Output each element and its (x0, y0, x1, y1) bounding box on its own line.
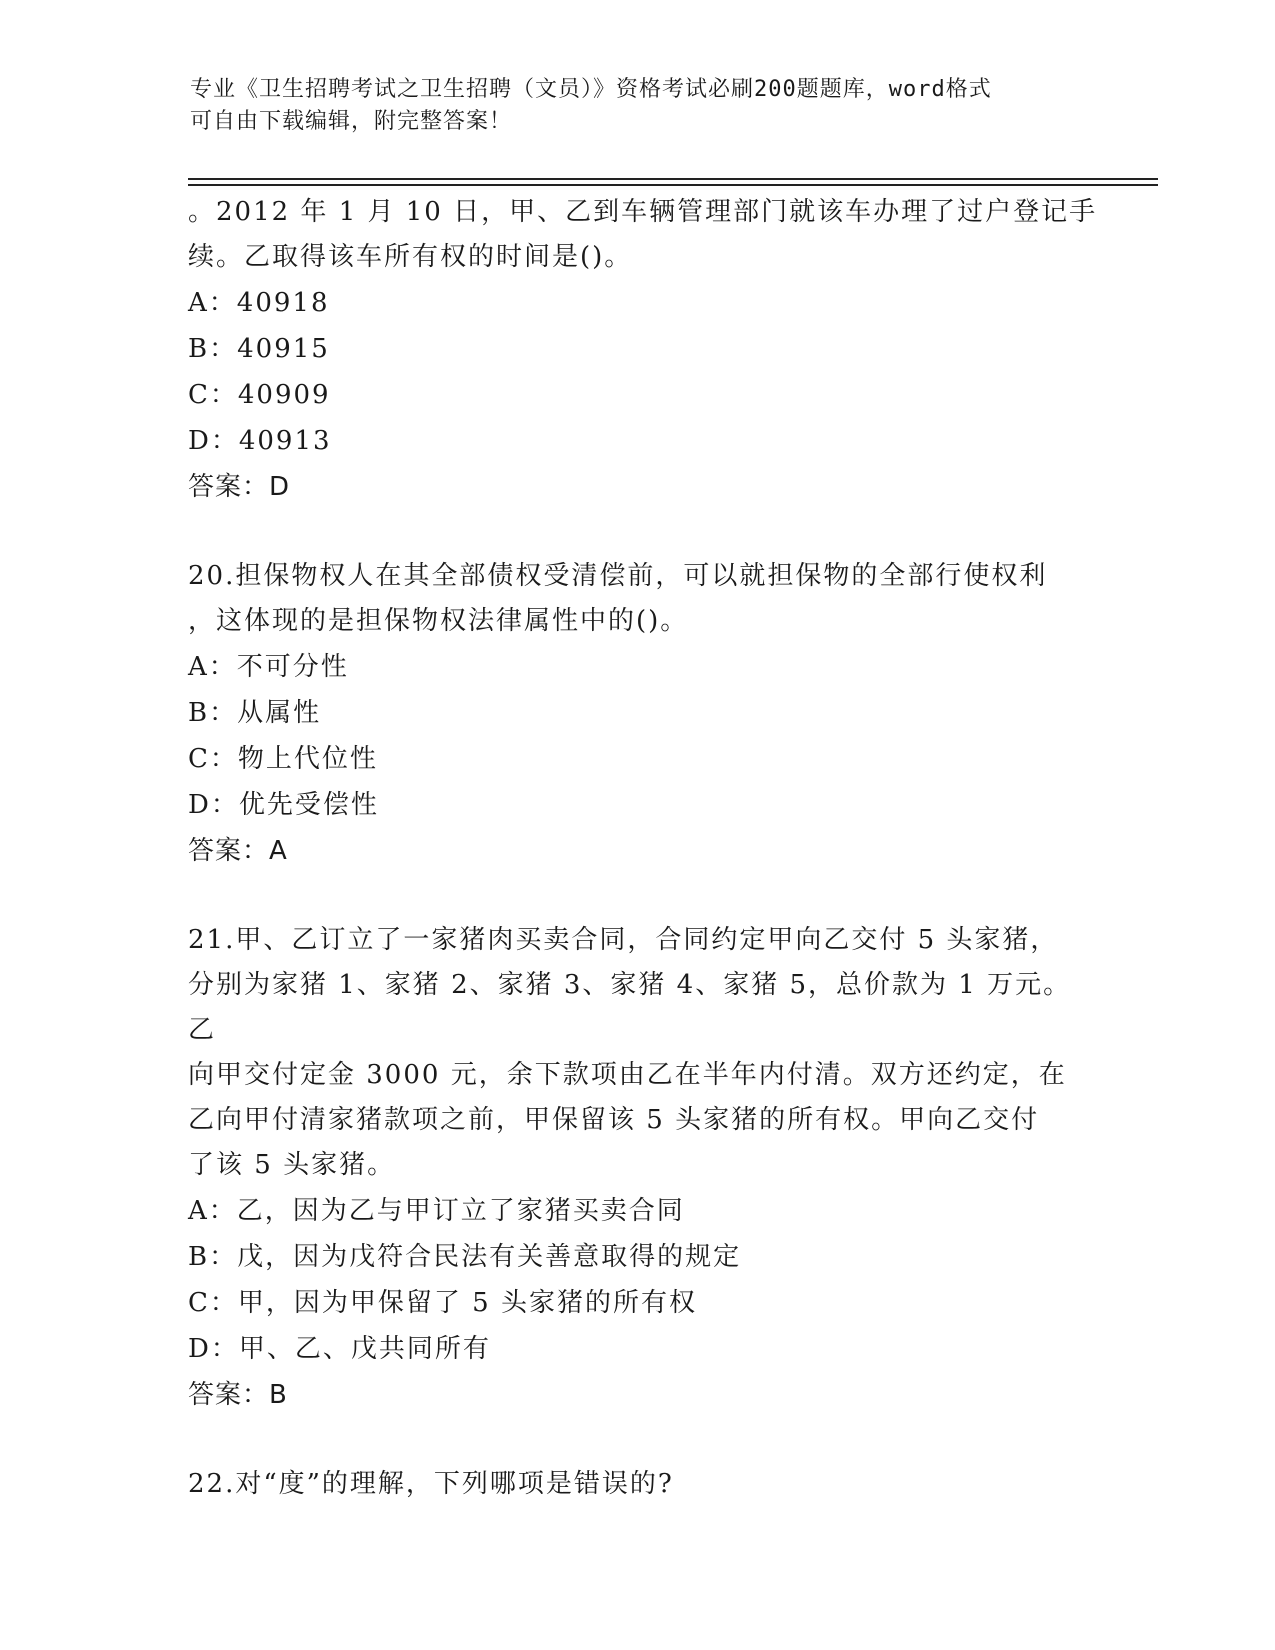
question-19 (188, 190, 1098, 510)
answer: 答案：A (188, 836, 288, 866)
question-list (188, 190, 1098, 1507)
spacer (188, 510, 1098, 554)
question-text-line: 20.担保物权人在其全部债权受清偿前，可以就担保物的全部行使权利 (188, 561, 1048, 591)
header-divider-top (188, 178, 1158, 180)
option-d: D：优先受偿性 (188, 790, 379, 820)
option-c: C：40909 (188, 380, 331, 410)
spacer (188, 874, 1098, 918)
question-text-line: 了该 5 头家猪。 (188, 1150, 396, 1180)
header-line-1: 专业《卫生招聘考试之卫生招聘（文员）》资格考试必刷200题题库，word格式 (190, 77, 992, 102)
question-text-line: 乙向甲付清家猪款项之前，甲保留该 5 头家猪的所有权。甲向乙交付 (188, 1105, 1040, 1135)
header-divider-bottom (188, 184, 1158, 186)
header-line-2: 可自由下载编辑，附完整答案！ (190, 109, 513, 134)
document-header (190, 74, 1090, 138)
question-21 (188, 918, 1098, 1418)
question-20 (188, 554, 1098, 874)
option-a: A：乙，因为乙与甲订立了家猪买卖合同 (188, 1196, 685, 1226)
question-text-line: 分别为家猪 1、家猪 2、家猪 3、家猪 4、家猪 5，总价款为 1 万元。乙 (188, 970, 1072, 1045)
question-text-line: 向甲交付定金 3000 元，余下款项由乙在半年内付清。双方还约定，在 (188, 1060, 1067, 1090)
question-text-line: ，这体现的是担保物权法律属性中的()。 (188, 606, 689, 636)
option-c: C：物上代位性 (188, 744, 378, 774)
option-b: B：从属性 (188, 698, 322, 728)
option-a: A：不可分性 (188, 652, 349, 682)
answer: 答案：D (188, 472, 291, 502)
question-text-line: 22.对“度”的理解，下列哪项是错误的? (188, 1469, 674, 1499)
option-d: D：甲、乙、戊共同所有 (188, 1334, 491, 1364)
question-text-line: 21.甲、乙订立了一家猪肉买卖合同，合同约定甲向乙交付 5 头家猪， (188, 925, 1059, 955)
option-b: B：戊，因为戊符合民法有关善意取得的规定 (188, 1242, 742, 1272)
spacer (188, 1418, 1098, 1462)
option-a: A：40918 (188, 288, 330, 318)
answer: 答案：B (188, 1380, 288, 1410)
question-text-line: 续。乙取得该车所有权的时间是()。 (188, 242, 633, 272)
option-b: B：40915 (188, 334, 330, 364)
question-22 (188, 1462, 1098, 1507)
option-d: D：40913 (188, 426, 332, 456)
question-text-line: 。2012 年 1 月 10 日，甲、乙到车辆管理部门就该车办理了过户登记手 (188, 197, 1098, 227)
option-c: C：甲，因为甲保留了 5 头家猪的所有权 (188, 1288, 697, 1318)
